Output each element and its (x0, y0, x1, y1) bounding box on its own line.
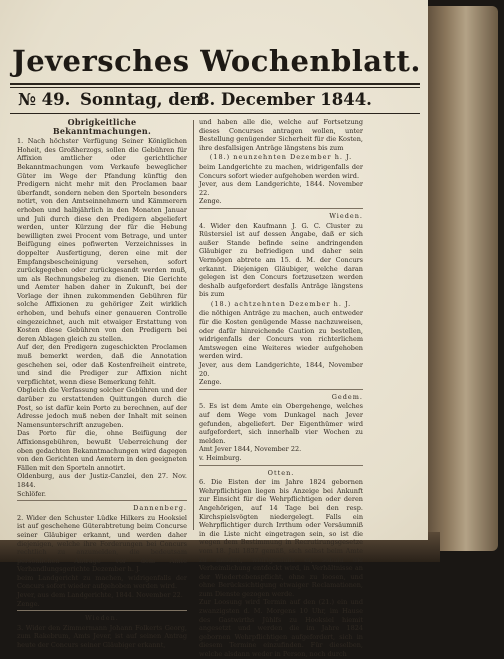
notice-separator (17, 610, 187, 611)
column-separator (193, 120, 194, 530)
notice-6-paragraph-2: Zur Loosung wird Termin auf den (21.) ein und zwanzigsten d. M. Morgens 10 Uhr, im Hause des Gastwirths Jühlfs zu Hooksiel hiemit angesetzt und werden die im Jahre 1824 gebornen Wehrpflichtigen aufgefordert, sich in diesem Termine einzufinden. Für dieselben, welche alsdann weder in Person, noch durch (199, 598, 363, 659)
place-otten: Otten. (267, 468, 295, 477)
place-wieden-right: Wieden. (329, 211, 363, 220)
notice-4-paragraph-1: 4. Wider den Kaufmann J. G. C. Cluster zu Rüstersiel ist auf dessen Angabe, daß er sich außer Stande befinde seine andringenden Gläubiger zu befriedigen und daher sein Vermögen abtrete am 15. d. M. der Concurs erkannt. Diejenigen Gläubiger, welche daran gelegen ist den Concurs fortzusetzen werden deshalb aufgefordert desfalls Anträge längstens bis zum (199, 221, 363, 299)
notice-5-paragraph: 5. Es ist dem Amte ein Obergehenge, welches auf dem Wege vom Dunkagel nach Jever gefunden, abgeliefert. Der Eigenthümer wird aufgefordert, sich innerhalb vier Wochen zu melden. (199, 402, 363, 445)
place-gedem: Gedem. (331, 392, 363, 401)
notice-3-paragraph-2: beim Landgerichte zu machen, widrigenfalls der Concurs sofort wieder aufgehoben werden wird. (199, 162, 363, 180)
left-column (17, 118, 187, 650)
place-wieden: Wieden. (85, 614, 119, 623)
notice-4-deadline: (18.) achtzehnten Dezember h. J. (210, 299, 352, 308)
notice-3-deadline: (18.) neunzehnten Dezember h. J. (209, 153, 353, 162)
notice-3-place-date: Jever, aus dem Landgerichte, 1844. November 22. (199, 180, 363, 197)
masthead-title: Jeversches Wochenblatt. (12, 44, 421, 78)
place-dannenberg: Dannenberg. (133, 504, 187, 513)
notice-2-paragraph-2: beim Landgericht zu machen, widrigenfalls der Concurs sofort wieder aufgehoben werden wird. (17, 573, 187, 591)
right-column (199, 118, 363, 659)
notice-6-paragraph-1: 6. Die Eisten der im Jahre 1824 gebornen Wehrpflichtigen liegen bis Anzeige bei Ankunft zur Einsicht für die Wehrpflichtigen oder deren Angehörigen, auf 14 Tage bei den resp. Kirchspielsvögten niedergelegt. Falls ein Wehrpflichtiger durch Irrthum oder Versäumniß in die Liste nicht eingetragen sein, so ist die wegen dem Bestimmung in Recrutirungsgesetze vom 18. Juli 1837 gemäß, sich selbst beim Amte zu melden, widrigenfalls er, sobald die Verheimlichung entdeckt wird, in Verhältnisse an der Wiedertebenspflicht, ohne zu loosen, und ohne Berücksichtigung etwaiger Reclamationen, zum Dienste gezogen werde. (199, 478, 363, 598)
masthead-rule-thin (10, 87, 420, 88)
issue-rule-bottom (10, 113, 420, 114)
issue-line (14, 90, 418, 112)
notice-1-paragraph-1: 1. Nach höchster Verfügung Seiner Königlichen Hoheit, des Großherzogs, sollen die Gebühren für Affixion amtlicher oder gerichtlicher Bekanntmachungen vom Verkaufe beweglicher Güter im Wege der Pfandung künftig den Predigern nicht mehr mit den Proclamen baar überfandt, sondern neben den Sporteln besonders notirt, von den Amtseinnehmern und Kämmerern erhoben und halbjährlich in den Monaten Januar und Juli durch diese den Predigern abgeliefert werden, unter Kürzung der für die Hebung bewilligten zwei Procent vom Betrage, und unter Beifügung eines pofiwerten Verzeichnisses in doppelter Ausfertigung, deren eine mit der Empfangsbescheinigung versehen, sofort zurückgegeben oder zurückgesandt werden muß, um als Rechnungsbeleg zu dienen. Die Gerichte und Aemter haben daher in Zukunft, bei der Vorlage der ihnen zukommenden Gebühren für solche Affixionen zu gehöriger Zeit wirklich erhoben, und behufs einer genaueren Controlle eingezeichnet, auch mit etwaiger Erstattung von Kosten diese Gebühren von den Predigern bei deren Ablagen gleich zu stellen. (17, 137, 187, 343)
notice-separator (199, 208, 363, 209)
issue-number: № 49. (18, 90, 71, 109)
notice-2-paragraph-1: 2. Wider den Schuster Lüdke Hilkers zu Hooksiel ist auf geschehene Güterabtretung beim Concurse seiner Gläubiger erkannt, und werden daher diejenigen, welche ihre Forderungen bei Concurs rechtlich zu anzumelden, die bedeutsam persönlichen Antrage vor dem Amte Verhandlungsgerichte Dezember h. J. (17, 513, 187, 574)
notice-separator (17, 500, 187, 501)
notice-4-paragraph-2: die nöthigen Anträge zu machen, auch entweder für die Kosten genügende Masse nachzuweisen, oder dafür hinreichende Caution zu bestellen, widrigenfalls der Concurs von richterlichem Amtswegen eine Weiteres wieder aufgehoben werden wird. (199, 309, 363, 361)
notice-1-place-date: Oldenburg, aus der Justiz-Canzlei, den 27. Nov. 1844. (17, 472, 187, 489)
masthead-rule-top (10, 83, 420, 85)
notice-3-paragraph-1: 3. Wider den Zimmermann Johann Folkerts Georg, zum Rakebrum, Amts Jever, ist auf seinen Antrag heute der Concurs seiner Gläubiger erkannt, (17, 623, 187, 650)
notice-3-continued: und haben alle die, welche auf Fortsetzung dieses Concurses antragen wollen, unter Bestellung genügender Sicherheit für die Kosten, ihre desfallsigen Anträge längstens bis zum (199, 118, 363, 152)
notice-4-signature: Zenge. (199, 378, 222, 387)
notice-separator (199, 389, 363, 390)
issue-date: 8. December 1844. (198, 90, 372, 109)
notice-1-paragraph-3: Obgleich die Verfassung solcher Gebühren und der darüber zu erstattenden Quittungen durch die Post, so ist dafür kein Porto zu berechnen, auf der Adresse jedoch muß neben der Inhalt mit seinen Namensunterschrift anzugeben. (17, 386, 187, 429)
notice-2-signature: Zenge. (17, 599, 40, 608)
notice-3-signature: Zenge. (199, 197, 222, 206)
notice-1-paragraph-2: Auf der, den Predigern zugeschickten Proclamen muß bemerkt werden, daß die Annotation geschehen sei, oder daß Kostenfreiheit eintrete, und sind die Prediger zur Affixion nicht verpflichtet, wenn diese Bemerkung fehlt. (17, 343, 187, 386)
notice-separator (199, 465, 363, 466)
notice-5-place-date: Amt Jever 1844, November 22. (199, 445, 302, 454)
notice-1-paragraph-4: Das Porto für die, ohne Beifügung der Affixionsgebühren, bewußt Ueberreichung der oben gedachten Bekanntmachungen wird dagegen von den Gerichten und Aemtern in den geeigneten Fällen mit den Sporteln annotirt. (17, 429, 187, 472)
notice-4-place-date: Jever, aus dem Landgerichte, 1844, November 20. (199, 361, 363, 378)
book-edge-right (418, 6, 498, 551)
section-heading: Obrigkeitliche Bekanntmachungen. (52, 117, 152, 136)
issue-day: Sonntag, den (80, 90, 203, 109)
notice-5-signature: v. Heimburg. (199, 453, 242, 462)
notice-2-place-date: Jever, aus dem Landgerichte, 1844. November 22. (17, 591, 183, 600)
notice-1-signature: Schlöfer. (17, 489, 46, 498)
